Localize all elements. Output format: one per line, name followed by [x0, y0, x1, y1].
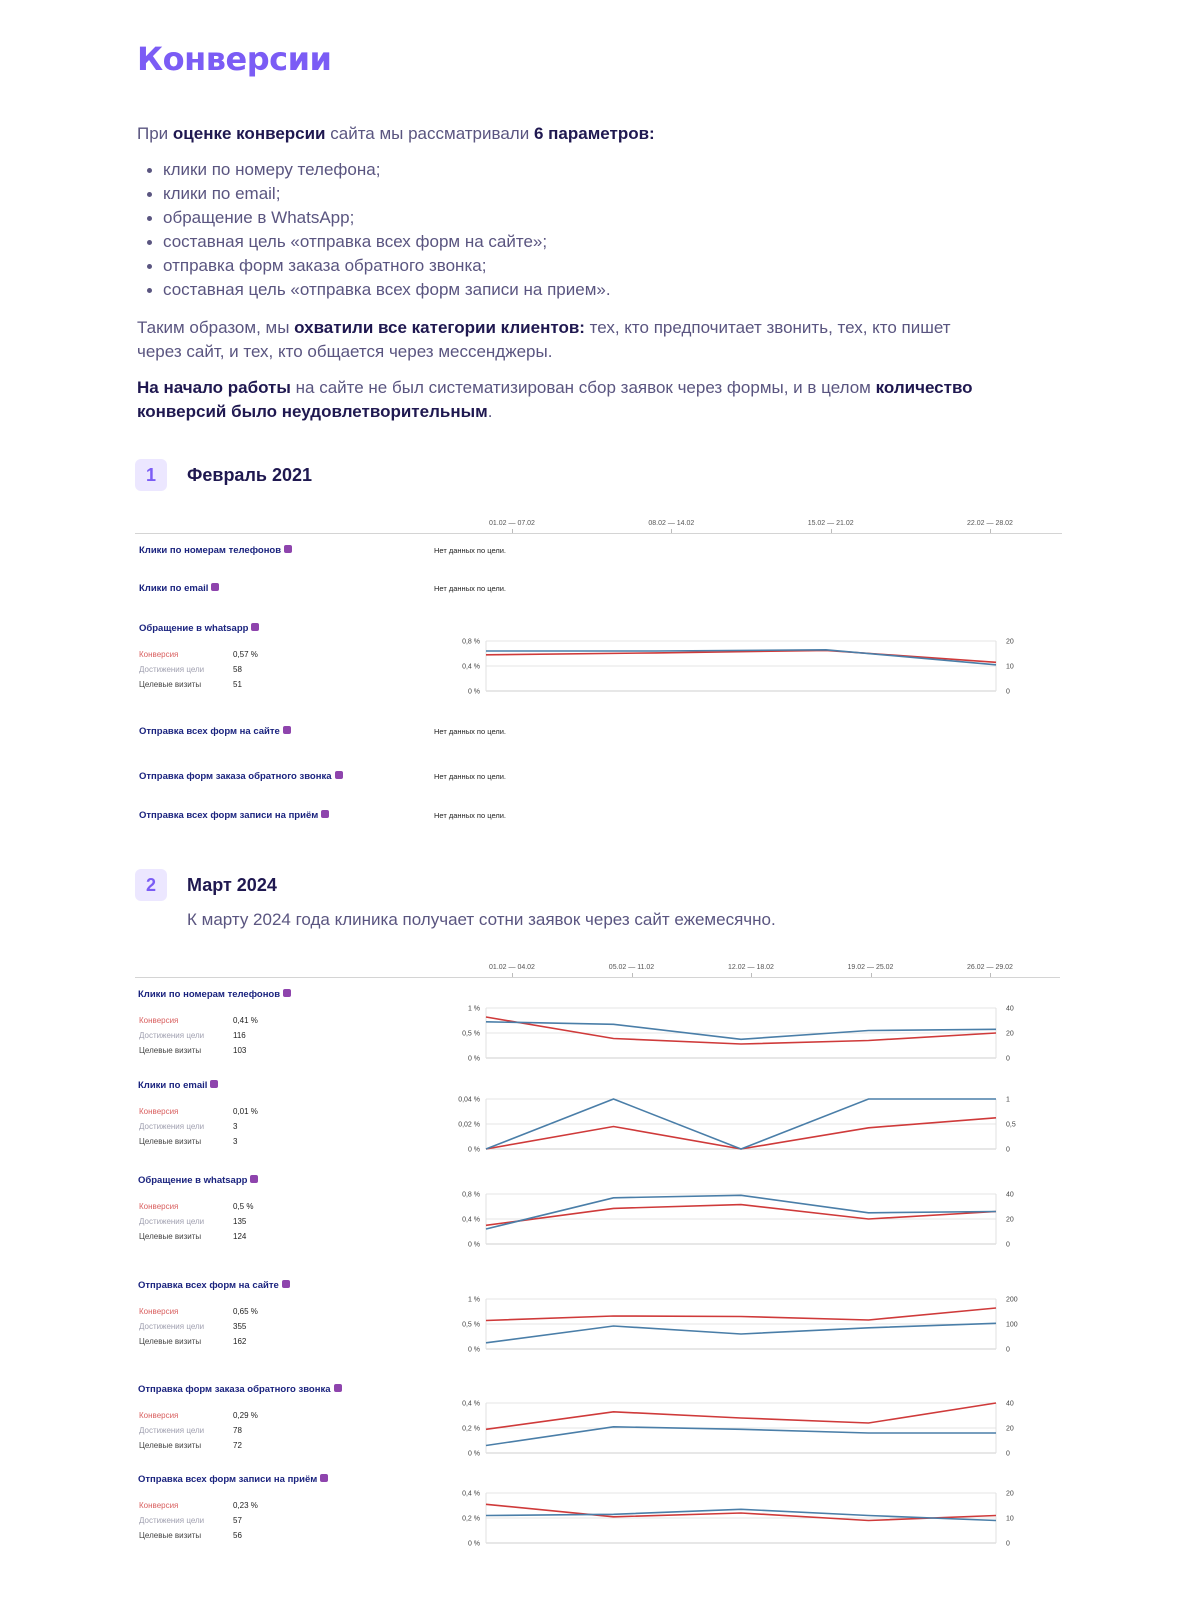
left-tick-label: 0 % — [467, 1346, 480, 1354]
target-visits-value: 3 — [233, 1137, 238, 1146]
section-description: К марту 2024 года клиника получает сотни заявок через сайт ежемесячно. — [187, 910, 776, 929]
header-divider — [135, 533, 1062, 534]
right-tick-label: 10 — [1006, 1515, 1014, 1523]
left-tick-label: 0,4 % — [462, 663, 480, 671]
email-icon — [210, 1080, 218, 1088]
goal-reaches-label: Достижения цели — [139, 1122, 205, 1131]
right-tick-label: 40 — [1006, 1400, 1014, 1408]
goal-title — [139, 810, 329, 821]
goal-title — [138, 1384, 342, 1395]
target-visits-label: Целевые визиты — [139, 1441, 202, 1450]
conversion-value: 0,23 % — [233, 1501, 258, 1510]
goal-title — [139, 771, 343, 782]
goal-reaches-value: 58 — [233, 665, 242, 674]
para-text: на сайте не был систематизирован сбор заявок через формы, и в целом — [290, 378, 876, 397]
conversion-value: 0,5 % — [233, 1202, 254, 1211]
goal-name: Клики по номерам телефонов — [138, 989, 281, 1000]
section-number: 2 — [135, 869, 167, 901]
left-tick-label: 0,4 % — [462, 1216, 480, 1224]
goal-name: Клики по email — [138, 1080, 208, 1091]
goal-reaches-label: Достижения цели — [139, 1426, 205, 1435]
visits-series-line — [486, 1323, 996, 1343]
right-tick-label: 20 — [1006, 1216, 1014, 1224]
goal-title — [139, 545, 292, 556]
para-bold: охватили все категории клиентов: — [294, 318, 585, 337]
goal-reaches-label: Достижения цели — [139, 1217, 205, 1226]
week-label: 26.02 — 29.02 — [967, 964, 1013, 971]
list-item: обращение в WhatsApp; — [147, 206, 611, 230]
goal-title — [138, 1474, 328, 1485]
right-tick-label: 100 — [1006, 1321, 1018, 1329]
left-tick-label: 0,4 % — [462, 1400, 480, 1408]
page-title: Конверсии — [137, 40, 332, 78]
goal-title — [139, 623, 259, 634]
intro-text: При — [137, 124, 173, 143]
appointment-icon — [321, 810, 329, 818]
right-tick-label: 200 — [1006, 1296, 1018, 1304]
goal-name: Клики по email — [139, 583, 209, 594]
left-tick-label: 0,5 % — [462, 1030, 480, 1038]
target-visits-label: Целевые визиты — [139, 1137, 202, 1146]
target-visits-label: Целевые визиты — [139, 1337, 202, 1346]
start-paragraph — [137, 376, 977, 424]
goal-title — [138, 1280, 290, 1291]
left-tick-label: 0,2 % — [462, 1425, 480, 1433]
conversion-value: 0,01 % — [233, 1107, 258, 1116]
section-title: Март 2024 — [187, 875, 277, 895]
list-item: клики по номеру телефона; — [147, 158, 611, 182]
goal-reaches-label: Достижения цели — [139, 1516, 205, 1525]
right-tick-label: 0 — [1006, 1241, 1010, 1249]
week-label: 12.02 — 18.02 — [728, 964, 774, 971]
no-data-message: Нет данных по цели. — [434, 811, 507, 820]
left-tick-label: 0,2 % — [462, 1515, 480, 1523]
right-tick-label: 40 — [1006, 1191, 1014, 1199]
intro-bold: 6 параметров: — [533, 124, 655, 143]
goal-reaches-value: 135 — [233, 1217, 247, 1226]
week-label: 15.02 — 21.02 — [807, 520, 854, 527]
line-chart — [446, 1094, 1036, 1154]
goal-name: Отправка форм заказа обратного звонка — [139, 771, 332, 782]
line-chart — [446, 636, 1036, 696]
left-tick-label: 0,02 % — [458, 1121, 480, 1129]
whatsapp-icon — [250, 1175, 258, 1183]
appointment-icon — [320, 1474, 328, 1482]
conversion-label: Конверсия — [139, 650, 179, 659]
coverage-paragraph — [137, 316, 977, 364]
no-data-message: Нет данных по цели. — [434, 546, 507, 555]
target-visits-value: 124 — [233, 1232, 247, 1241]
goal-name: Обращение в whatsapp — [138, 1175, 248, 1186]
para-text: тех, кто предпочитает звонить, тех, кто пишет через сайт, и тех, кто общается через мессенджеры. — [137, 318, 951, 361]
visits-series-line — [486, 1195, 996, 1229]
right-tick-label: 0 — [1006, 1146, 1010, 1154]
goal-reaches-label: Достижения цели — [139, 1031, 205, 1040]
conversion-series-line — [486, 1118, 996, 1149]
conversion-label: Конверсия — [139, 1016, 179, 1025]
callback-icon — [334, 1384, 342, 1392]
goal-title — [139, 583, 219, 594]
list-item: отправка форм заказа обратного звонка; — [147, 254, 611, 278]
email-icon — [211, 583, 219, 591]
left-tick-label: 1 % — [467, 1296, 480, 1304]
right-tick-label: 1 — [1006, 1096, 1010, 1104]
goal-reaches-value: 116 — [233, 1031, 246, 1040]
week-label: 01.02 — 04.02 — [489, 964, 535, 971]
para-text: . — [487, 402, 493, 421]
no-data-message: Нет данных по цели. — [434, 727, 507, 736]
week-label: 01.02 — 07.02 — [489, 520, 535, 527]
header-divider — [135, 977, 1060, 978]
conversion-label: Конверсия — [139, 1307, 179, 1316]
goal-reaches-label: Достижения цели — [139, 1322, 205, 1331]
goal-reaches-value: 3 — [233, 1122, 238, 1131]
goal-name: Отправка всех форм на сайте — [138, 1280, 279, 1291]
goal-name: Клики по номерам телефонов — [139, 545, 282, 556]
right-tick-label: 0 — [1006, 1346, 1010, 1354]
target-visits-value: 72 — [233, 1441, 242, 1450]
parameter-list — [147, 158, 611, 302]
goal-name: Обращение в whatsapp — [139, 623, 249, 634]
left-tick-label: 0,5 % — [462, 1321, 480, 1329]
goal-reaches-value: 57 — [233, 1516, 242, 1525]
week-label: 08.02 — 14.02 — [648, 520, 695, 527]
intro-paragraph — [137, 122, 997, 146]
left-tick-label: 1 % — [467, 1005, 480, 1013]
left-tick-label: 0 % — [467, 1241, 480, 1249]
form-icon — [283, 726, 291, 734]
goal-name: Отправка всех форм записи на приём — [138, 1474, 318, 1485]
goal-title — [138, 1080, 218, 1091]
list-item: составная цель «отправка всех форм на сайте»; — [147, 230, 611, 254]
target-visits-value: 51 — [233, 680, 242, 689]
conversion-value: 0,29 % — [233, 1411, 258, 1420]
goal-name: Отправка всех форм записи на приём — [139, 810, 319, 821]
conversion-label: Конверсия — [139, 1107, 179, 1116]
right-tick-label: 20 — [1006, 638, 1014, 646]
line-chart — [446, 1189, 1036, 1249]
para-text: Таким образом, мы — [137, 318, 295, 337]
list-item: составная цель «отправка всех форм записи на прием». — [147, 278, 611, 302]
whatsapp-icon — [251, 623, 259, 631]
conversion-label: Конверсия — [139, 1202, 179, 1211]
goal-reaches-value: 355 — [233, 1322, 247, 1331]
target-visits-label: Целевые визиты — [139, 1046, 202, 1055]
form-icon — [282, 1280, 290, 1288]
right-tick-label: 20 — [1006, 1030, 1014, 1038]
left-tick-label: 0 % — [467, 688, 480, 696]
week-label: 05.02 — 11.02 — [608, 964, 655, 971]
left-tick-label: 0 % — [467, 1450, 480, 1458]
week-label: 22.02 — 28.02 — [967, 520, 1013, 527]
goal-reaches-value: 78 — [233, 1426, 242, 1435]
left-tick-label: 0,04 % — [458, 1096, 480, 1104]
para-bold: На начало работы — [137, 378, 291, 397]
intro-bold: оценке конверсии — [172, 124, 326, 143]
phone-icon — [283, 989, 291, 997]
right-tick-label: 0 — [1006, 1055, 1010, 1063]
conversion-value: 0,41 % — [233, 1016, 258, 1025]
line-chart — [446, 1294, 1036, 1354]
phone-icon — [284, 545, 292, 553]
left-tick-label: 0,4 % — [462, 1490, 480, 1498]
week-label: 19.02 — 25.02 — [847, 964, 894, 971]
right-tick-label: 20 — [1006, 1490, 1014, 1498]
right-tick-label: 40 — [1006, 1005, 1014, 1013]
section-title: Февраль 2021 — [187, 465, 312, 485]
conversion-value: 0,57 % — [233, 650, 258, 659]
target-visits-label: Целевые визиты — [139, 680, 202, 689]
conversion-label: Конверсия — [139, 1501, 179, 1510]
goal-title — [138, 1175, 258, 1186]
target-visits-label: Целевые визиты — [139, 1531, 202, 1540]
line-chart — [446, 1398, 1036, 1458]
para-bold: количество конверсий было неудовлетворительным — [137, 378, 973, 421]
goal-name: Отправка форм заказа обратного звонка — [138, 1384, 331, 1395]
target-visits-value: 162 — [233, 1337, 247, 1346]
intro-text: сайта мы рассматривали — [325, 124, 534, 143]
line-chart — [446, 1488, 1036, 1548]
no-data-message: Нет данных по цели. — [434, 772, 507, 781]
conversion-series-line — [486, 1403, 996, 1429]
conversion-value: 0,65 % — [233, 1307, 258, 1316]
left-tick-label: 0 % — [467, 1540, 480, 1548]
list-item: клики по email; — [147, 182, 611, 206]
left-tick-label: 0 % — [467, 1055, 480, 1063]
left-tick-label: 0 % — [467, 1146, 480, 1154]
goal-name: Отправка всех форм на сайте — [139, 726, 280, 737]
right-tick-label: 10 — [1006, 663, 1014, 671]
goal-reaches-label: Достижения цели — [139, 665, 205, 674]
conversion-label: Конверсия — [139, 1411, 179, 1420]
goal-title — [139, 726, 291, 737]
right-tick-label: 0 — [1006, 1540, 1010, 1548]
left-tick-label: 0,8 % — [462, 1191, 480, 1199]
visits-series-line — [486, 1427, 996, 1446]
conversion-series-line — [486, 650, 996, 662]
right-tick-label: 0 — [1006, 688, 1010, 696]
right-tick-label: 20 — [1006, 1425, 1014, 1433]
no-data-message: Нет данных по цели. — [434, 584, 507, 593]
conversion-series-line — [486, 1308, 996, 1321]
section-number: 1 — [135, 459, 167, 491]
left-tick-label: 0,8 % — [462, 638, 480, 646]
target-visits-value: 103 — [233, 1046, 247, 1055]
line-chart — [446, 1003, 1036, 1063]
target-visits-value: 56 — [233, 1531, 242, 1540]
conversion-series-line — [486, 1205, 996, 1226]
target-visits-label: Целевые визиты — [139, 1232, 202, 1241]
right-tick-label: 0 — [1006, 1450, 1010, 1458]
right-tick-label: 0,5 — [1006, 1121, 1016, 1129]
callback-icon — [335, 771, 343, 779]
goal-title — [138, 989, 291, 1000]
